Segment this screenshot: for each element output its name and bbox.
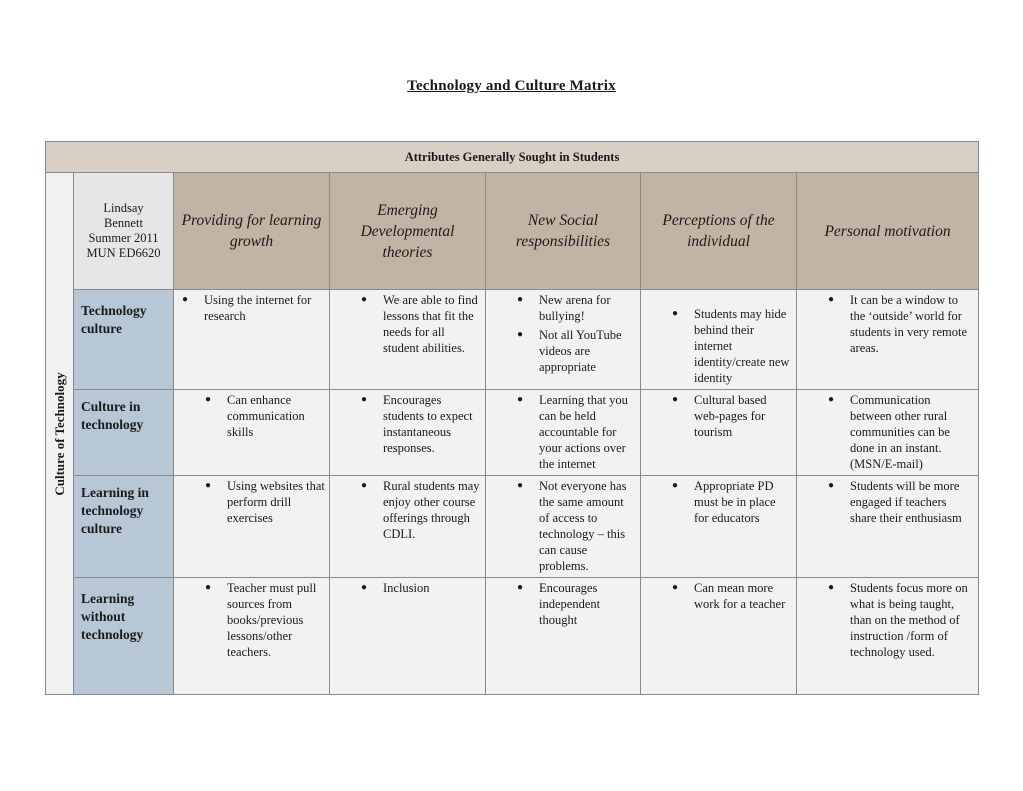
bullet-text: Students focus more on what is being taught, than on the method of instruction /form of technology used. [850, 581, 968, 659]
side-label-cell [46, 173, 74, 695]
bullet-icon: ● [517, 394, 524, 405]
bullet-icon: ● [672, 394, 679, 405]
technology-culture-matrix [45, 141, 979, 695]
table-row [46, 290, 979, 390]
bullet-text: Can enhance communication skills [227, 393, 305, 439]
list-item [492, 327, 636, 375]
list-item [647, 306, 792, 386]
table-cell [486, 390, 641, 476]
table-cell [330, 476, 486, 578]
list-item [647, 478, 792, 526]
bullet-text: Cultural based web-pages for tourism [694, 393, 767, 439]
table-cell [641, 290, 797, 390]
list-item [803, 478, 974, 526]
table-cell [797, 578, 979, 695]
table-cell [797, 476, 979, 578]
table-cell [174, 476, 330, 578]
bullet-text: Students will be more engaged if teachers share their enthusiasm [850, 479, 962, 525]
bullet-icon: ● [205, 480, 212, 491]
list-item [492, 392, 636, 472]
document-title: Technology and Culture Matrix [407, 78, 616, 94]
bullet-text: Rural students may enjoy other course offerings through CDLI. [383, 479, 480, 541]
table-cell [641, 578, 797, 695]
column-header-learning-growth: Providing for learning growth [174, 173, 330, 290]
bullet-text: Can mean more work for a teacher [694, 581, 786, 611]
attributes-banner: Attributes Generally Sought in Students [46, 142, 979, 173]
table-row [46, 578, 979, 695]
bullet-text: Appropriate PD must be in place for educators [694, 479, 776, 525]
author-last-name: Bennett [104, 216, 143, 230]
bullet-text: Teacher must pull sources from books/previous lessons/other teachers. [227, 581, 317, 659]
list-item [492, 478, 636, 574]
table-cell [174, 290, 330, 390]
bullet-text: Using websites that perform drill exercises [227, 479, 325, 525]
bullet-icon: ● [672, 308, 679, 319]
row-header-learning-in-technology-culture: Learning in technology culture [74, 476, 174, 578]
bullet-icon: ● [828, 582, 835, 593]
bullet-text: We are able to find lessons that fit the needs for all student abilities. [383, 293, 478, 355]
bullet-text: Inclusion [383, 581, 430, 595]
bullet-text: Learning that you can be held accountable for your actions over the internet [539, 393, 628, 471]
bullet-text: It can be a window to the ‘outside’ world for students in very remote areas. [850, 293, 967, 355]
list-item [180, 392, 325, 440]
author-term: Summer 2011 [88, 231, 159, 245]
table-row [46, 390, 979, 476]
bullet-text: Encourages students to expect instantaneous responses. [383, 393, 473, 455]
list-item [336, 580, 481, 596]
list-item [647, 392, 792, 440]
row-header-learning-without-technology: Learning without technology [74, 578, 174, 695]
bullet-icon: ● [828, 394, 835, 405]
list-item [180, 478, 325, 526]
table-cell [486, 476, 641, 578]
list-item [180, 580, 325, 660]
bullet-text: Students may hide behind their internet identity/create new identity [694, 307, 790, 385]
author-cell [74, 173, 174, 290]
bullet-icon: ● [517, 582, 524, 593]
bullet-icon: ● [672, 582, 679, 593]
list-item [180, 292, 325, 324]
table-cell [486, 578, 641, 695]
bullet-icon: ● [182, 294, 189, 305]
bullet-icon: ● [517, 294, 524, 305]
author-first-name: Lindsay [103, 201, 144, 215]
column-header-developmental-theories: Emerging Developmental theories [330, 173, 486, 290]
table-cell [174, 578, 330, 695]
table-cell [797, 290, 979, 390]
bullet-icon: ● [672, 480, 679, 491]
column-header-social-responsibilities: New Social responsibilities [486, 173, 641, 290]
list-item [336, 478, 481, 542]
bullet-icon: ● [205, 582, 212, 593]
list-item [803, 392, 974, 472]
bullet-text: Communication between other rural communities can be done in an instant. (MSN/E-mail) [850, 393, 950, 471]
list-item [803, 580, 974, 660]
side-label: Culture of Technology [51, 371, 67, 496]
bullet-icon: ● [361, 582, 368, 593]
table-cell [330, 578, 486, 695]
bullet-icon: ● [517, 329, 524, 340]
bullet-text: Not everyone has the same amount of access to technology – this can cause problems. [539, 479, 627, 573]
list-item [647, 580, 792, 612]
table-cell [174, 390, 330, 476]
table-cell [330, 290, 486, 390]
table-row [46, 476, 979, 578]
author-course: MUN ED6620 [86, 246, 161, 260]
bullet-icon: ● [828, 480, 835, 491]
column-header-perceptions: Perceptions of the individual [641, 173, 797, 290]
table-cell [797, 390, 979, 476]
table-cell [641, 476, 797, 578]
list-item [803, 292, 974, 356]
table-cell [486, 290, 641, 390]
bullet-text: Using the internet for research [204, 293, 312, 323]
list-item [492, 292, 636, 324]
bullet-icon: ● [205, 394, 212, 405]
column-header-personal-motivation: Personal motivation [797, 173, 979, 290]
list-item [336, 392, 481, 456]
bullet-text: Encourages independent thought [539, 581, 601, 627]
row-header-technology-culture: Technology culture [74, 290, 174, 390]
table-cell [641, 390, 797, 476]
bullet-icon: ● [517, 480, 524, 491]
bullet-icon: ● [361, 480, 368, 491]
bullet-text: New arena for bullying! [539, 293, 611, 323]
bullet-icon: ● [361, 394, 368, 405]
row-header-culture-in-technology: Culture in technology [74, 390, 174, 476]
list-item [492, 580, 636, 628]
list-item [336, 292, 481, 356]
bullet-icon: ● [828, 294, 835, 305]
table-cell [330, 390, 486, 476]
bullet-icon: ● [361, 294, 368, 305]
bullet-text: Not all YouTube videos are appropriate [539, 328, 622, 374]
